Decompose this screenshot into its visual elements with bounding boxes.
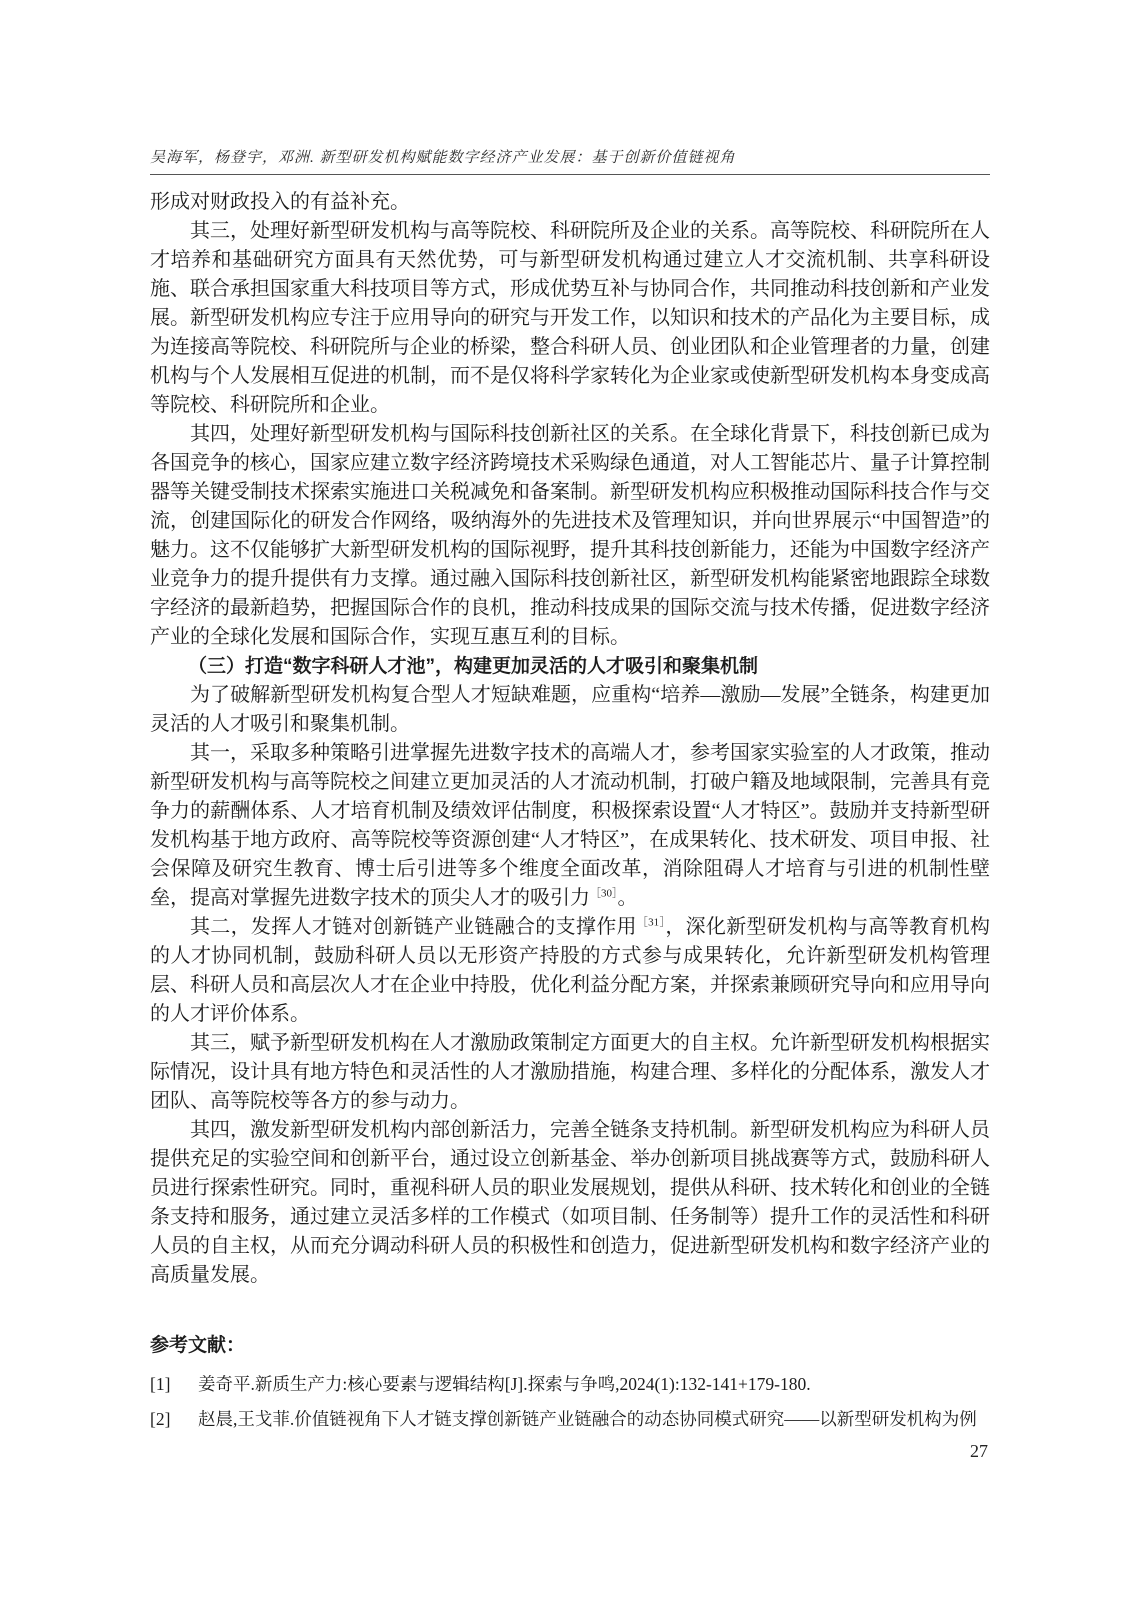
body-paragraph: 其三，处理好新型研发机构与高等院校、科研院所及企业的关系。高等院校、科研院所在人才培养和基础研究方面具有天然优势，可与新型研发机构通过建立人才交流机制、共享科研设施、联合承担国家重大科技项目等方式，形成优势互补与协同合作，共同推动科技创新和产业发展。新型研发机构应专注于应用导向的研究与开发工作，以知识和技术的产品化为主要目标，成为连接高等院校、科研院所与企业的桥梁，整合科研人员、创业团队和企业管理者的力量，创建机构与个人发展相互促进的机制，而不是仅将科学家转化为企业家或使新型研发机构本身变成高等院校、科研院所和企业。 xyxy=(150,220,990,416)
body-paragraph: 其三，赋予新型研发机构在人才激励政策制定方面更大的自主权。允许新型研发机构根据实际情况，设计具有地方特色和灵活性的人才激励措施，构建合理、多样化的分配体系，激发人才团队、高等院校等各方的参与动力。 xyxy=(150,1032,990,1112)
reference-label: [1] xyxy=(150,1374,171,1394)
body-paragraph: 形成对财政投入的有益补充。 xyxy=(150,191,410,213)
reference-item xyxy=(150,1402,990,1437)
page-content xyxy=(150,146,990,1462)
body-paragraph: 其四，处理好新型研发机构与国际科技创新社区的关系。在全球化背景下，科技创新已成为各国竞争的核心，国家应建立数字经济跨境技术采购绿色通道，对人工智能芯片、量子计算控制器等关键受制技术探索实施进口关税减免和备案制。新型研发机构应积极推动国际科技合作与交流，创建国际化的研发合作网络，吸纳海外的先进技术及管理知识，并向世界展示“中国智造”的魅力。这不仅能够扩大新型研发机构的国际视野，提升其科技创新能力，还能为中国数字经济产业竞争力的提升提供有力支撑。通过融入国际科技创新社区，新型研发机构能紧密地跟踪全球数字经济的最新趋势，把握国际合作的良机，推动科技成果的国际交流与技术传播，促进数字经济产业的全球化发展和国际合作，实现互惠互利的目标。 xyxy=(150,423,990,648)
article-body xyxy=(150,188,990,1290)
reference-text: 姜奇平.新质生产力:核心要素与逻辑结构[J].探索与争鸣,2024(1):132-141+179-180. xyxy=(198,1374,811,1394)
reference-item xyxy=(150,1367,990,1402)
body-paragraph: 其二，发挥人才链对创新链产业链融合的支撑作用$^{[31]}$，深化新型研发机构与高等教育机构的人才协同机制，鼓励科研人员以无形资产持股的方式参与成果转化，允许新型研发机构管理层、科研人员和高层次人才在企业中持股，优化利益分配方案，并探索兼顾研究导向和应用导向的人才评价体系。 xyxy=(150,916,990,1025)
page-number: 27 xyxy=(970,1441,988,1461)
references-section xyxy=(150,1330,990,1437)
references-heading: 参考文献： xyxy=(150,1335,246,1356)
citation-marker: ［30］ xyxy=(590,887,618,900)
subsection-heading: （三）打造“数字科研人才池”，构建更加灵活的人才吸引和聚集机制 xyxy=(188,656,759,677)
reference-label: [2] xyxy=(150,1409,171,1429)
citation-marker: ［31］ xyxy=(636,916,666,929)
references-list xyxy=(150,1367,990,1437)
running-header: 吴海军，杨登宇，邓洲. 新型研发机构赋能数字经济产业发展：基于创新价值链视角 xyxy=(150,146,990,175)
body-paragraph: 为了破解新型研发机构复合型人才短缺难题，应重构“培养—激励—发展”全链条，构建更加灵活的人才吸引和聚集机制。 xyxy=(150,684,990,735)
body-paragraph: 其四，激发新型研发机构内部创新活力，完善全链条支持机制。新型研发机构应为科研人员提供充足的实验空间和创新平台，通过设立创新基金、举办创新项目挑战赛等方式，鼓励科研人员进行探索性研究。同时，重视科研人员的职业发展规划，提供从科研、技术转化和创业的全链条支持和服务，通过建立灵活多样的工作模式（如项目制、任务制等）提升工作的灵活性和科研人员的自主权，从而充分调动科研人员的积极性和创造力，促进新型研发机构和数字经济产业的高质量发展。 xyxy=(150,1119,990,1286)
body-paragraph: 其一，采取多种策略引进掌握先进数字技术的高端人才，参考国家实验室的人才政策，推动新型研发机构与高等院校之间建立更加灵活的人才流动机制，打破户籍及地域限制，完善具有竞争力的薪酬体系、人才培育机制及绩效评估制度，积极探索设置“人才特区”。鼓励并支持新型研发机构基于地方政府、高等院校等资源创建“人才特区”，在成果转化、技术研发、项目申报、社会保障及研究生教育、博士后引进等多个维度全面改革，消除阻碍人才培育与引进的机制性壁垒，提高对掌握先进数字技术的顶尖人才的吸引力$^{[30]}$。 xyxy=(150,742,990,909)
reference-text: 赵晨,王戈菲.价值链视角下人才链支撑创新链产业链融合的动态协同模式研究——以新型研发机构为例 xyxy=(198,1409,977,1429)
